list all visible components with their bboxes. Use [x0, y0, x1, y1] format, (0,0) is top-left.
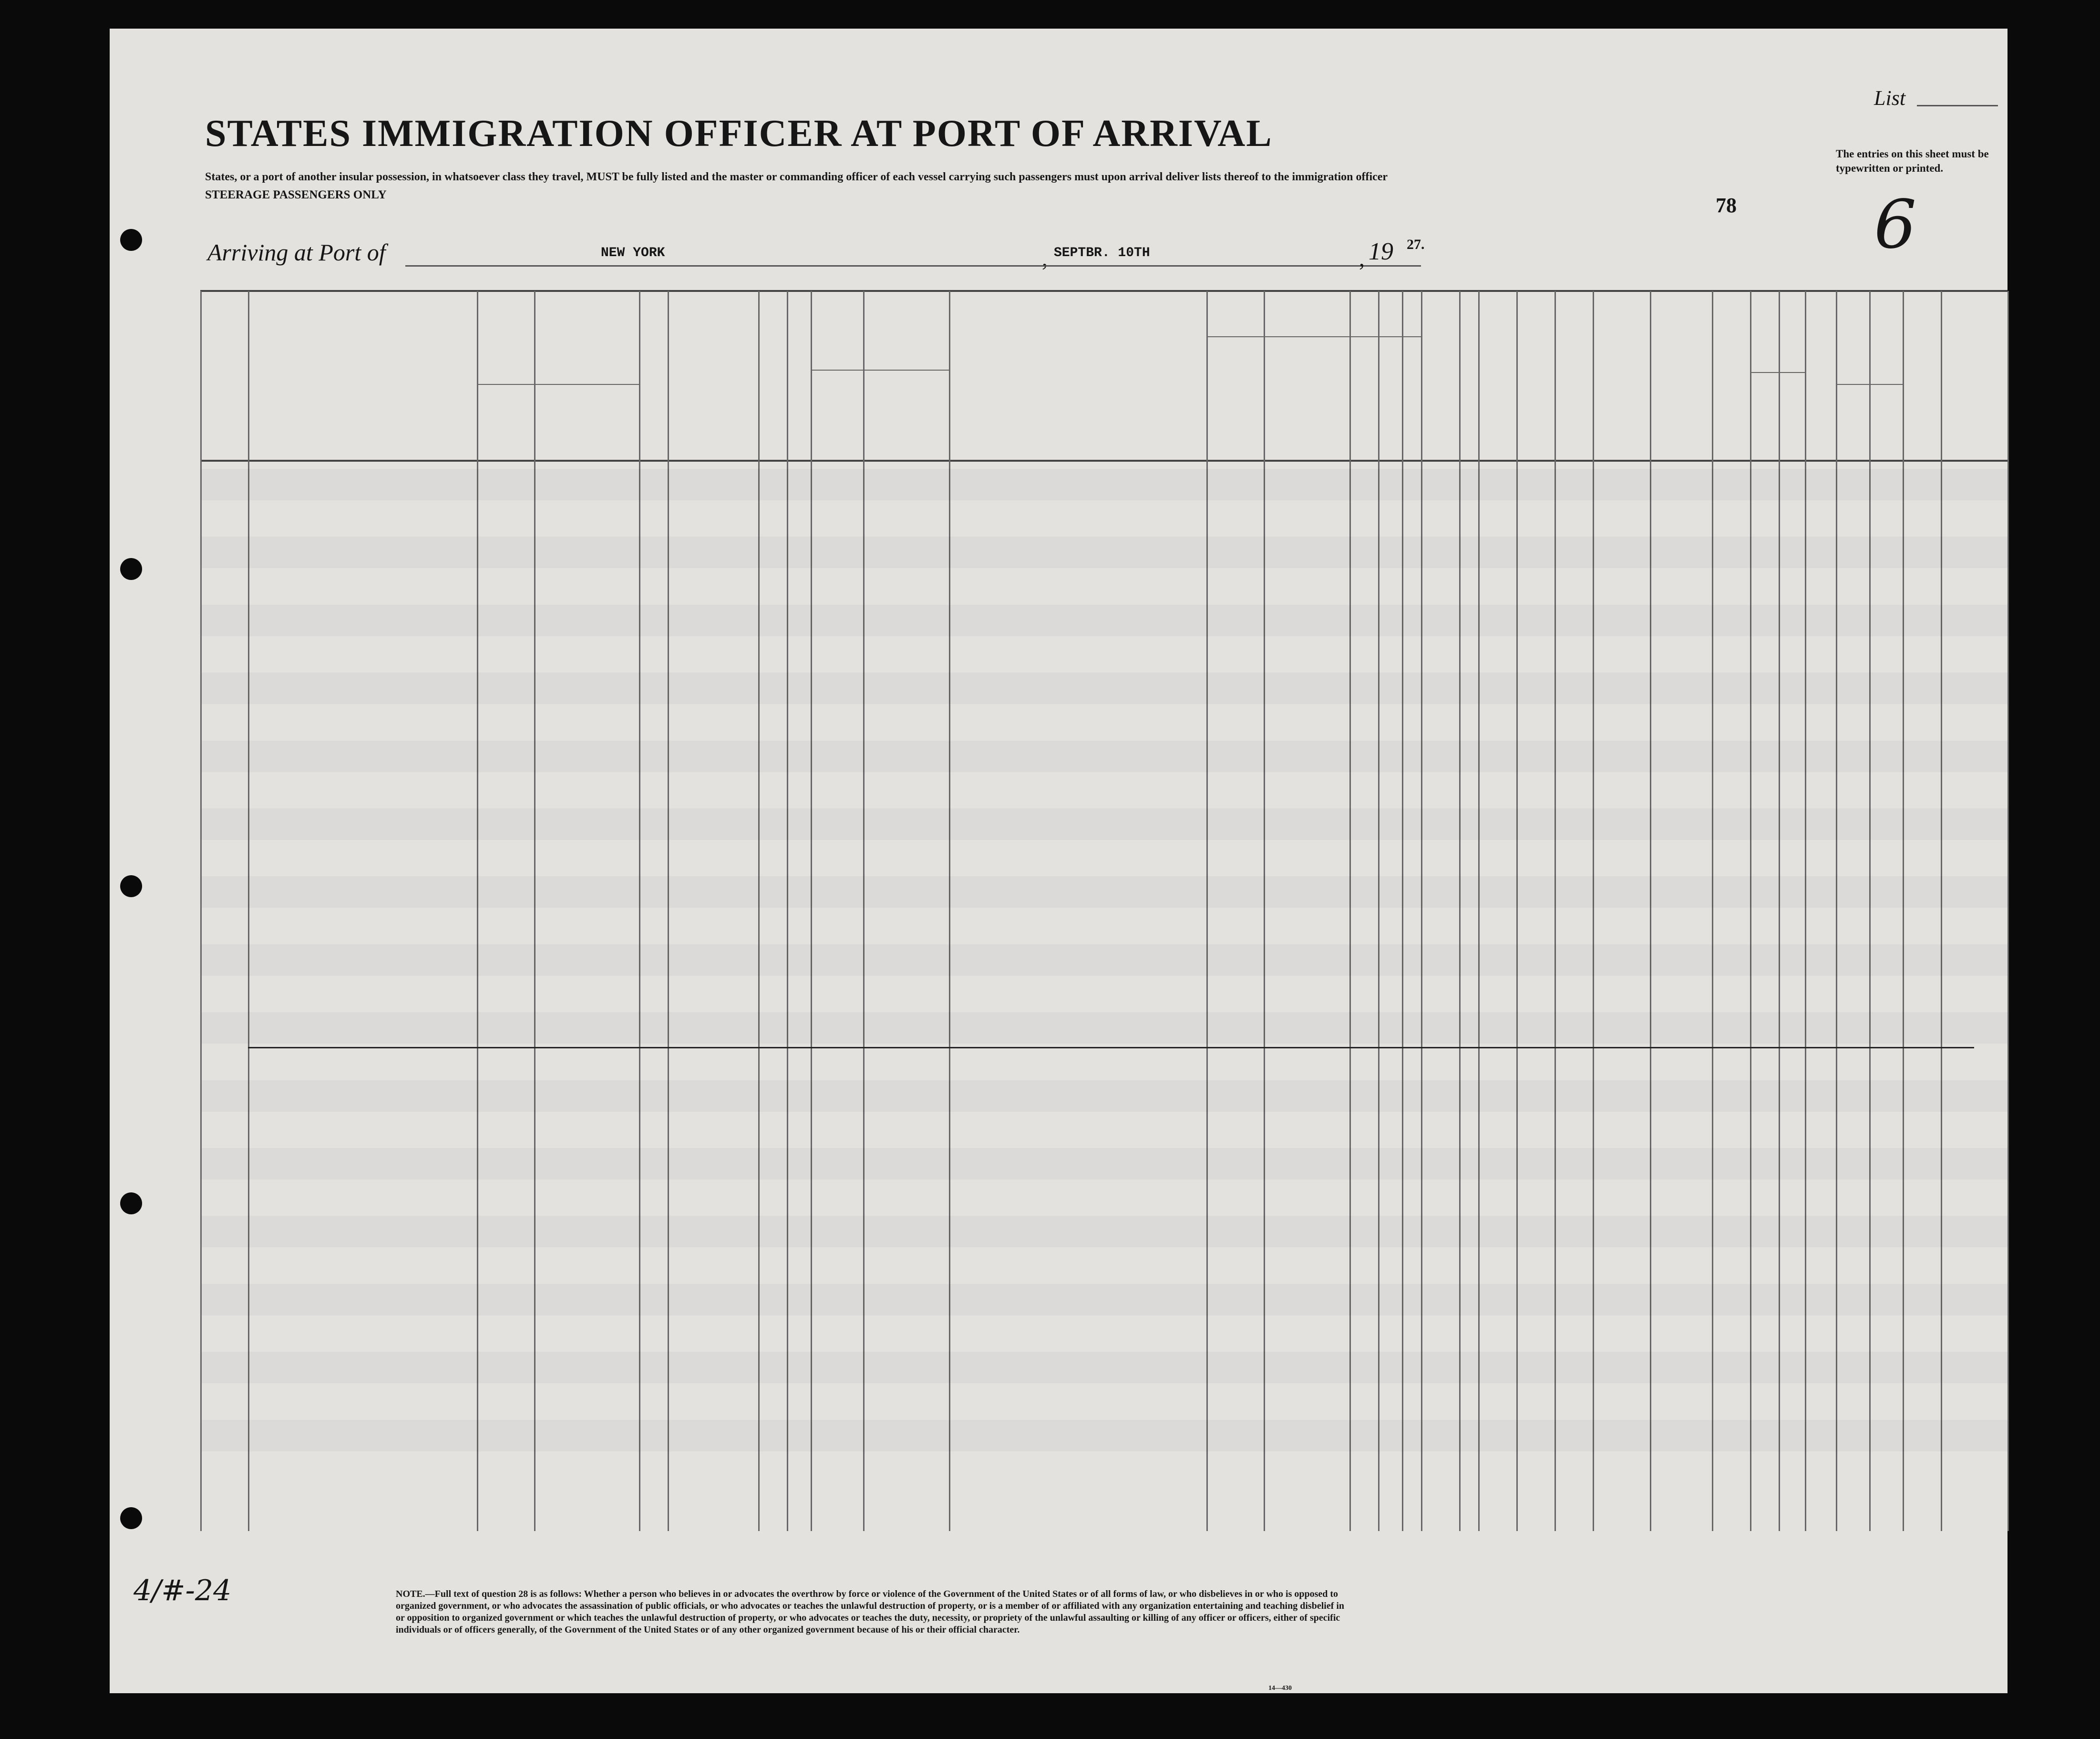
row-band [202, 876, 2007, 908]
row-band [202, 1216, 2007, 1247]
punch-hole [120, 558, 142, 580]
punch-hole [120, 1507, 142, 1529]
form-code: 14—430 [1268, 1685, 1292, 1692]
header-subrule [1750, 372, 1805, 373]
list-underline [1917, 105, 1998, 106]
punch-hole [120, 1192, 142, 1214]
row-band [202, 673, 2007, 704]
row-band [202, 741, 2007, 772]
comma: , [1359, 246, 1365, 271]
list-number: 6 [1874, 186, 1917, 264]
row-band [202, 1080, 2007, 1112]
row-band [202, 1148, 2007, 1180]
header-subrule [1206, 336, 1421, 337]
column-rule [2007, 291, 2009, 1531]
comma: , [1042, 246, 1048, 271]
row-band [202, 1420, 2007, 1451]
row-17-strikethrough [248, 1047, 1974, 1048]
header-subrule [1836, 384, 1903, 385]
row-band [202, 1012, 2007, 1044]
punch-hole [120, 875, 142, 897]
footnote: NOTE.—Full text of question 28 is as follows: Whether a person who believes in or advocates the overthrow by force or violence of the Government of the United States or of all forms of law, or who disbelieves in or who is opposed to organized government, or who advocates the assassination of public officials, or who advocates or teaches the unlawful destruction of property, or is a member of or affiliated with any organization entertaining and teaching disbelief in or opposition to organized government or which teaches the unlawful destruction of property, or who advocates or teaches the duty, necessity, or propriety of the unlawful assaulting or killing of any officer or officers, either of specific individuals or of officers generally, of the Government of the United States or of any other organized government because of his or their official character. [396, 1589, 1345, 1635]
year-suffix: 27. [1407, 237, 1425, 252]
manifest-sheet [110, 29, 2007, 1693]
header-subrule [811, 370, 949, 371]
list-code: 78 [1716, 194, 1737, 217]
port-label: Arriving at Port of [207, 239, 386, 266]
subtitle-steerage: STEERAGE PASSENGERS ONLY [205, 188, 387, 201]
list-note: The entries on this sheet must be typewritten or printed. [1836, 148, 1989, 174]
list-label: List [1874, 86, 1906, 110]
port-value: NEW YORK [601, 246, 665, 260]
row-band [202, 537, 2007, 568]
row-band [202, 808, 2007, 840]
row-band [202, 1284, 2007, 1315]
table-header-band [200, 290, 2007, 462]
year-prefix: 19 [1369, 238, 1393, 265]
subtitle-instructions: States, or a port of another insular possession, in whatsoever class they travel, MUST be fully listed and the master or commanding officer of each vessel carrying such passengers must upon arrival deliver lists thereof to the immigration officer [205, 171, 1388, 183]
arrival-date: SEPTBR. 10TH [1054, 246, 1150, 260]
row-band [202, 605, 2007, 636]
row-band [202, 469, 2007, 500]
row-band [202, 944, 2007, 976]
page-title: STATES IMMIGRATION OFFICER AT PORT OF ARRIVAL [205, 113, 1273, 155]
header-subrule [477, 384, 639, 385]
date-underline [944, 265, 1421, 267]
row-band [202, 1352, 2007, 1383]
bottom-left-mark: 4/#-24 [134, 1574, 232, 1607]
punch-hole [120, 229, 142, 251]
